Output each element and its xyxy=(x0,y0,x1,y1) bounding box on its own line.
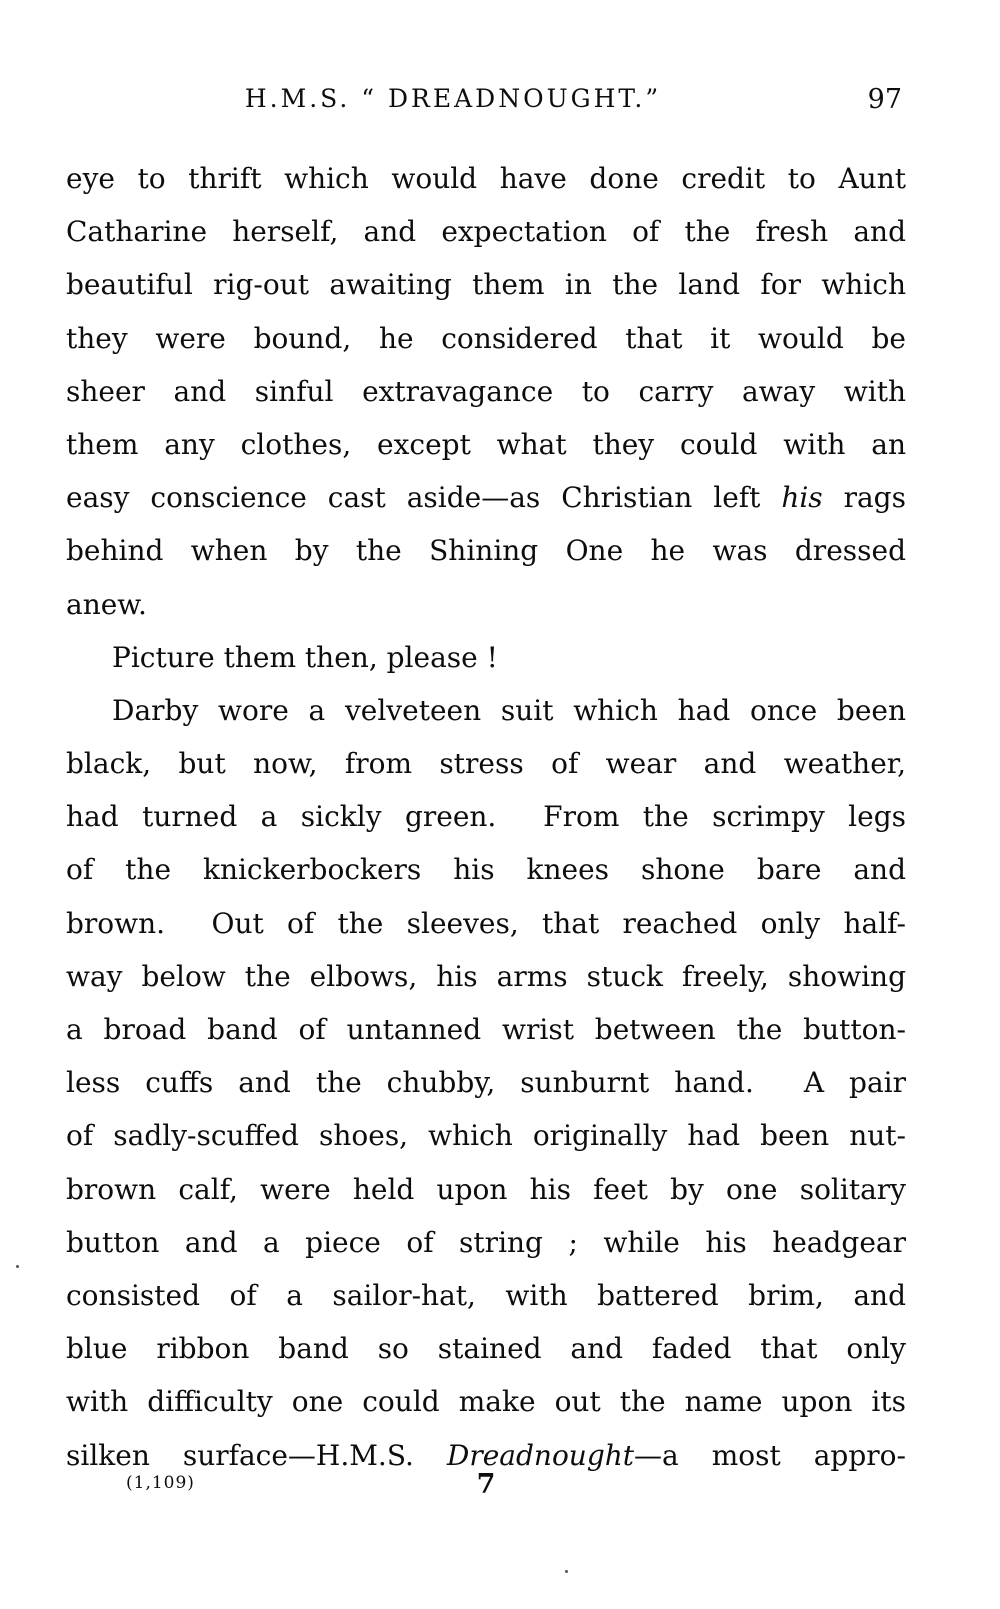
page-number-top: 97 xyxy=(867,84,902,115)
text-segment: of the knickerbockers his knees shone bare and xyxy=(66,853,906,887)
text-segment: silken surface—H.M.S. xyxy=(66,1438,447,1472)
italic-text: his xyxy=(781,481,823,515)
text-segment: of sadly-scuffed shoes, which originally had been nut- xyxy=(66,1119,906,1153)
text-segment: them any clothes, except what they could with an xyxy=(66,427,906,461)
text-line xyxy=(66,205,906,258)
text-line xyxy=(66,471,906,524)
text-line xyxy=(66,684,906,737)
text-line xyxy=(66,312,906,365)
text-segment: blue ribbon band so stained and faded that only xyxy=(66,1332,906,1366)
text-segment: less cuffs and the chubby, sunburnt hand. A pair xyxy=(66,1066,906,1100)
text-line xyxy=(66,790,906,843)
text-segment: Catharine herself, and expectation of the fresh and xyxy=(66,215,906,249)
text-segment: rags xyxy=(822,481,906,515)
text-segment: sheer and sinful extravagance to carry away with xyxy=(66,374,906,408)
text-segment: button and a piece of string ; while his headgear xyxy=(66,1225,906,1259)
text-line xyxy=(66,897,906,950)
text-line xyxy=(66,1056,906,1109)
text-line xyxy=(66,1216,906,1269)
text-segment: beautiful rig-out awaiting them in the land for which xyxy=(66,268,906,302)
text-line xyxy=(66,1109,906,1162)
text-line xyxy=(66,418,906,471)
text-segment: had turned a sickly green. From the scrimpy legs xyxy=(66,800,906,834)
scan-speck xyxy=(16,1265,19,1268)
text-segment: consisted of a sailor-hat, with battered brim, and xyxy=(66,1278,906,1312)
text-line xyxy=(66,631,906,684)
text-segment: brown calf, were held upon his feet by one solitary xyxy=(66,1172,906,1206)
text-line xyxy=(66,258,906,311)
text-segment: eye to thrift which would have done credit to Aunt xyxy=(66,162,906,195)
page-number-bottom: 7 xyxy=(476,1469,496,1500)
text-line xyxy=(66,365,906,418)
text-line xyxy=(66,1163,906,1216)
text-block xyxy=(66,84,906,1482)
text-line xyxy=(66,1375,906,1428)
page-body xyxy=(66,152,906,1482)
text-segment: anew. xyxy=(66,587,147,621)
text-line xyxy=(66,578,906,631)
page-header xyxy=(66,84,906,130)
text-segment: way below the elbows, his arms stuck freely, showing xyxy=(66,959,906,993)
text-line xyxy=(66,1322,906,1375)
text-line xyxy=(66,524,906,577)
text-segment: brown. Out of the sleeves, that reached only half- xyxy=(66,906,906,940)
text-segment: with difficulty one could make out the name upon its xyxy=(66,1385,906,1419)
text-line xyxy=(66,737,906,790)
italic-text: Dreadnought xyxy=(446,1438,635,1472)
text-segment: black, but now, from stress of wear and weather, xyxy=(66,747,906,781)
text-line xyxy=(66,843,906,896)
text-segment: behind when by the Shining One he was dressed xyxy=(66,534,906,568)
running-title: H.M.S. “ DREADNOUGHT.” xyxy=(244,84,662,113)
text-segment: a broad band of untanned wrist between the button- xyxy=(66,1013,906,1046)
text-line xyxy=(66,1003,906,1056)
text-line xyxy=(66,152,906,205)
text-segment: easy conscience cast aside—as Christian left xyxy=(66,481,782,515)
text-segment: —a most appro- xyxy=(634,1438,906,1472)
scan-speck xyxy=(565,1570,568,1573)
text-line xyxy=(66,950,906,1003)
page-footer xyxy=(66,1469,906,1509)
text-segment: Darby wore a velveteen suit which had once been xyxy=(112,693,906,727)
text-segment: they were bound, he considered that it would be xyxy=(66,321,906,355)
signature-mark: (1,109) xyxy=(126,1473,195,1493)
text-segment: Picture them then, please ! xyxy=(112,640,498,674)
text-line xyxy=(66,1269,906,1322)
